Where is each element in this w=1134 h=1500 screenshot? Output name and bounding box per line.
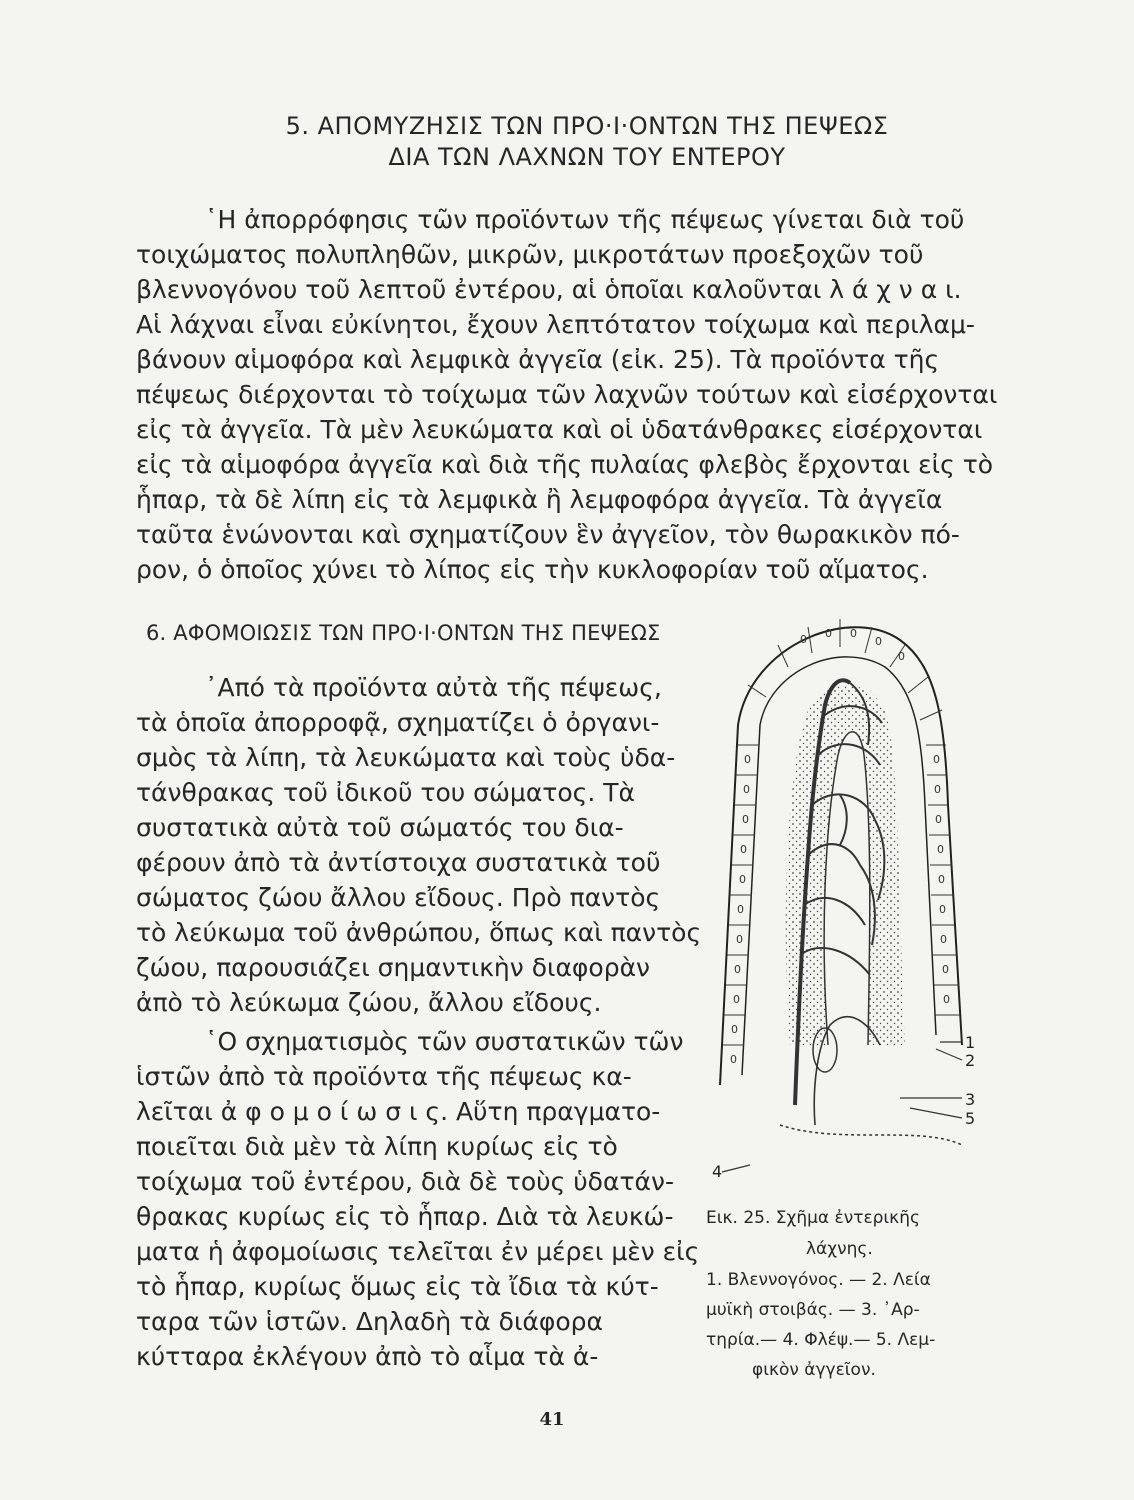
- caption-line: Εικ. 25. Σχῆμα ἐντερικῆς: [706, 1208, 920, 1228]
- svg-text:0: 0: [938, 873, 945, 886]
- svg-text:0: 0: [933, 753, 940, 766]
- paragraph-line: ρον, ὁ ὁποῖος χύνει τὸ λίπος εἰς τὴν κυκλοφορίαν τοῦ αἵματος.: [136, 555, 929, 584]
- label-5: 5: [965, 1109, 976, 1128]
- svg-text:0: 0: [737, 903, 744, 916]
- section-6-heading: 6. ΑΦΟΜΟΙΩΣΙΣ ΤΩΝ ΠΡΟ·Ι·ΟΝΤΩΝ ΤΗΣ ΠΕΨΕΩΣ: [146, 621, 661, 645]
- paragraph-line: τοιχώματος πολυπληθῶν, μικρῶν, μικροτάτων προεξοχῶν τοῦ: [136, 240, 924, 269]
- label-3: 3: [965, 1090, 976, 1109]
- paragraph-line: ἱστῶν ἀπὸ τὰ προϊόντα τῆς πέψεως κα-: [136, 1062, 632, 1091]
- caption-line: λάχνης.: [806, 1239, 873, 1259]
- paragraph-line: σώματος ζώου ἄλλου εἴδους. Πρὸ παντὸς: [136, 883, 661, 912]
- villus-figure: [700, 605, 1010, 1195]
- paragraph-line: ζώου, παρουσιάζει σημαντικὴν διαφορὰν: [136, 953, 651, 982]
- paragraph-line: σμὸς τὰ λίπη, τὰ λευκώματα καὶ τοὺς ὑδα-: [136, 743, 676, 772]
- label-4: 4: [712, 1162, 723, 1181]
- svg-text:0: 0: [800, 633, 807, 646]
- paragraph-line: ματα ἡ ἀφομοίωσις τελεῖται ἐν μέρει μὲν εἰς: [136, 1237, 700, 1266]
- caption-line: τηρία.— 4. Φλέψ.— 5. Λεμ-: [706, 1330, 936, 1350]
- paragraph-line: τάνθρακας τοῦ ἰδικοῦ του σώματος. Τὰ: [136, 778, 635, 807]
- paragraph-line: λεῖται ἀ φ ο μ ο ί ω σ ι ς. Αὕτη πραγματο-: [136, 1097, 661, 1126]
- paragraph-line: Αἱ λάχναι εἶναι εὐκίνητοι, ἔχουν λεπτότατον τοίχωμα καὶ περιλαμ-: [136, 310, 975, 339]
- caption-line: φικὸν ἀγγεῖον.: [752, 1360, 876, 1380]
- svg-text:0: 0: [943, 993, 950, 1006]
- paragraph-line: βλεννογόνου τοῦ λεπτοῦ ἐντέρου, αἱ ὁποῖαι καλοῦνται λ ά χ ν α ι.: [136, 275, 962, 304]
- caption-line: 1. Βλεννογόνος. — 2. Λεία: [706, 1270, 931, 1290]
- paragraph-line: ῾Ο σχηματισμὸς τῶν συστατικῶν τῶν: [205, 1027, 684, 1056]
- svg-text:0: 0: [744, 753, 751, 766]
- svg-text:0: 0: [939, 903, 946, 916]
- villus-diagram: [700, 605, 1010, 1195]
- svg-text:0: 0: [937, 843, 944, 856]
- paragraph-line: ἧπαρ, τὰ δὲ λίπη εἰς τὰ λεμφικὰ ἢ λεμφοφόρα ἀγγεῖα. Τὰ ἀγγεῖα: [136, 485, 943, 514]
- svg-text:0: 0: [742, 813, 749, 826]
- svg-text:0: 0: [942, 963, 949, 976]
- paragraph-line: τὸ ἧπαρ, κυρίως ὅμως εἰς τὰ ἴδια τὰ κύτ-: [136, 1272, 659, 1301]
- svg-text:0: 0: [934, 783, 941, 796]
- caption-line: μυϊκὴ στοιβάς. — 3. ᾿Αρ-: [706, 1300, 920, 1320]
- svg-text:0: 0: [935, 813, 942, 826]
- paragraph-line: βάνουν αἱμοφόρα καὶ λεμφικὰ ἀγγεῖα (εἰκ. 25). Τὰ προϊόντα τῆς: [136, 345, 940, 374]
- section-5-heading-line-2: ΔΙΑ ΤΩΝ ΛΑΧΝΩΝ ΤΟΥ ΕΝΤΕΡΟΥ: [388, 143, 786, 171]
- paragraph-line: ταῦτα ἑνώνονται καὶ σχηματίζουν ἓν ἀγγεῖον, τὸν θωρακικὸν πό-: [136, 520, 960, 549]
- svg-text:0: 0: [940, 933, 947, 946]
- svg-text:0: 0: [730, 1053, 737, 1066]
- paragraph-line: τὰ ὁποῖα ἀπορροφᾷ, σχηματίζει ὁ ὀργανι-: [136, 708, 660, 737]
- svg-text:0: 0: [736, 933, 743, 946]
- paragraph-line: ἀπὸ τὸ λεύκωμα ζώου, ἄλλου εἴδους.: [136, 988, 602, 1017]
- svg-text:0: 0: [740, 843, 747, 856]
- label-2: 2: [965, 1051, 976, 1070]
- paragraph-line: πέψεως διέρχονται τὸ τοίχωμα τῶν λαχνῶν τούτων καὶ εἰσέρχονται: [136, 380, 998, 409]
- svg-text:0: 0: [733, 993, 740, 1006]
- svg-text:0: 0: [731, 1023, 738, 1036]
- label-1: 1: [965, 1033, 976, 1052]
- svg-text:0: 0: [898, 650, 905, 663]
- paragraph-line: τὸ λεύκωμα τοῦ ἀνθρώπου, ὅπως καὶ παντὸς: [136, 918, 702, 947]
- svg-text:0: 0: [825, 627, 832, 640]
- page-number: 41: [539, 1409, 565, 1430]
- paragraph-line: ῾Η ἀπορρόφησις τῶν προϊόντων τῆς πέψεως γίνεται διὰ τοῦ: [205, 205, 965, 234]
- paragraph-line: ταρα τῶν ἱστῶν. Δηλαδὴ τὰ διάφορα: [136, 1307, 604, 1336]
- svg-text:0: 0: [734, 963, 741, 976]
- paragraph-line: εἰς τὰ αἱμοφόρα ἀγγεῖα καὶ διὰ τῆς πυλαίας φλεβὸς ἔρχονται εἰς τὸ: [136, 450, 994, 479]
- svg-text:0: 0: [739, 873, 746, 886]
- section-5-heading-line-1: 5. ΑΠΟΜΥΖΗΣΙΣ ΤΩΝ ΠΡΟ·Ι·ΟΝΤΩΝ ΤΗΣ ΠΕΨΕΩΣ: [285, 112, 889, 140]
- paragraph-line: συστατικὰ αὐτὰ τοῦ σώματός του δια-: [136, 813, 624, 842]
- paragraph-line: τοίχωμα τοῦ ἐντέρου, διὰ δὲ τοὺς ὑδατάν-: [136, 1167, 674, 1196]
- villus-base: [780, 1125, 962, 1145]
- paragraph-line: εἰς τὰ ἀγγεῖα. Τὰ μὲν λευκώματα καὶ οἱ ὑδατάνθρακες εἰσέρχονται: [136, 415, 983, 444]
- label-leaders: [722, 1042, 962, 1172]
- svg-text:0: 0: [875, 635, 882, 648]
- figure-labels: [712, 1033, 975, 1181]
- paragraph-line: ᾿Από τὰ προϊόντα αὐτὰ τῆς πέψεως,: [205, 673, 662, 702]
- svg-text:0: 0: [850, 627, 857, 640]
- paragraph-line: θρακας κυρίως εἰς τὸ ἧπαρ. Διὰ τὰ λευκώ-: [136, 1202, 674, 1231]
- paragraph-line: ποιεῖται διὰ μὲν τὰ λίπη κυρίως εἰς τὸ: [136, 1132, 618, 1161]
- paragraph-line: φέρουν ἀπὸ τὰ ἀντίστοιχα συστατικὰ τοῦ: [136, 848, 661, 877]
- svg-text:0: 0: [743, 783, 750, 796]
- paragraph-line: κύτταρα ἐκλέγουν ἀπὸ τὸ αἷμα τὰ ἀ-: [136, 1342, 599, 1371]
